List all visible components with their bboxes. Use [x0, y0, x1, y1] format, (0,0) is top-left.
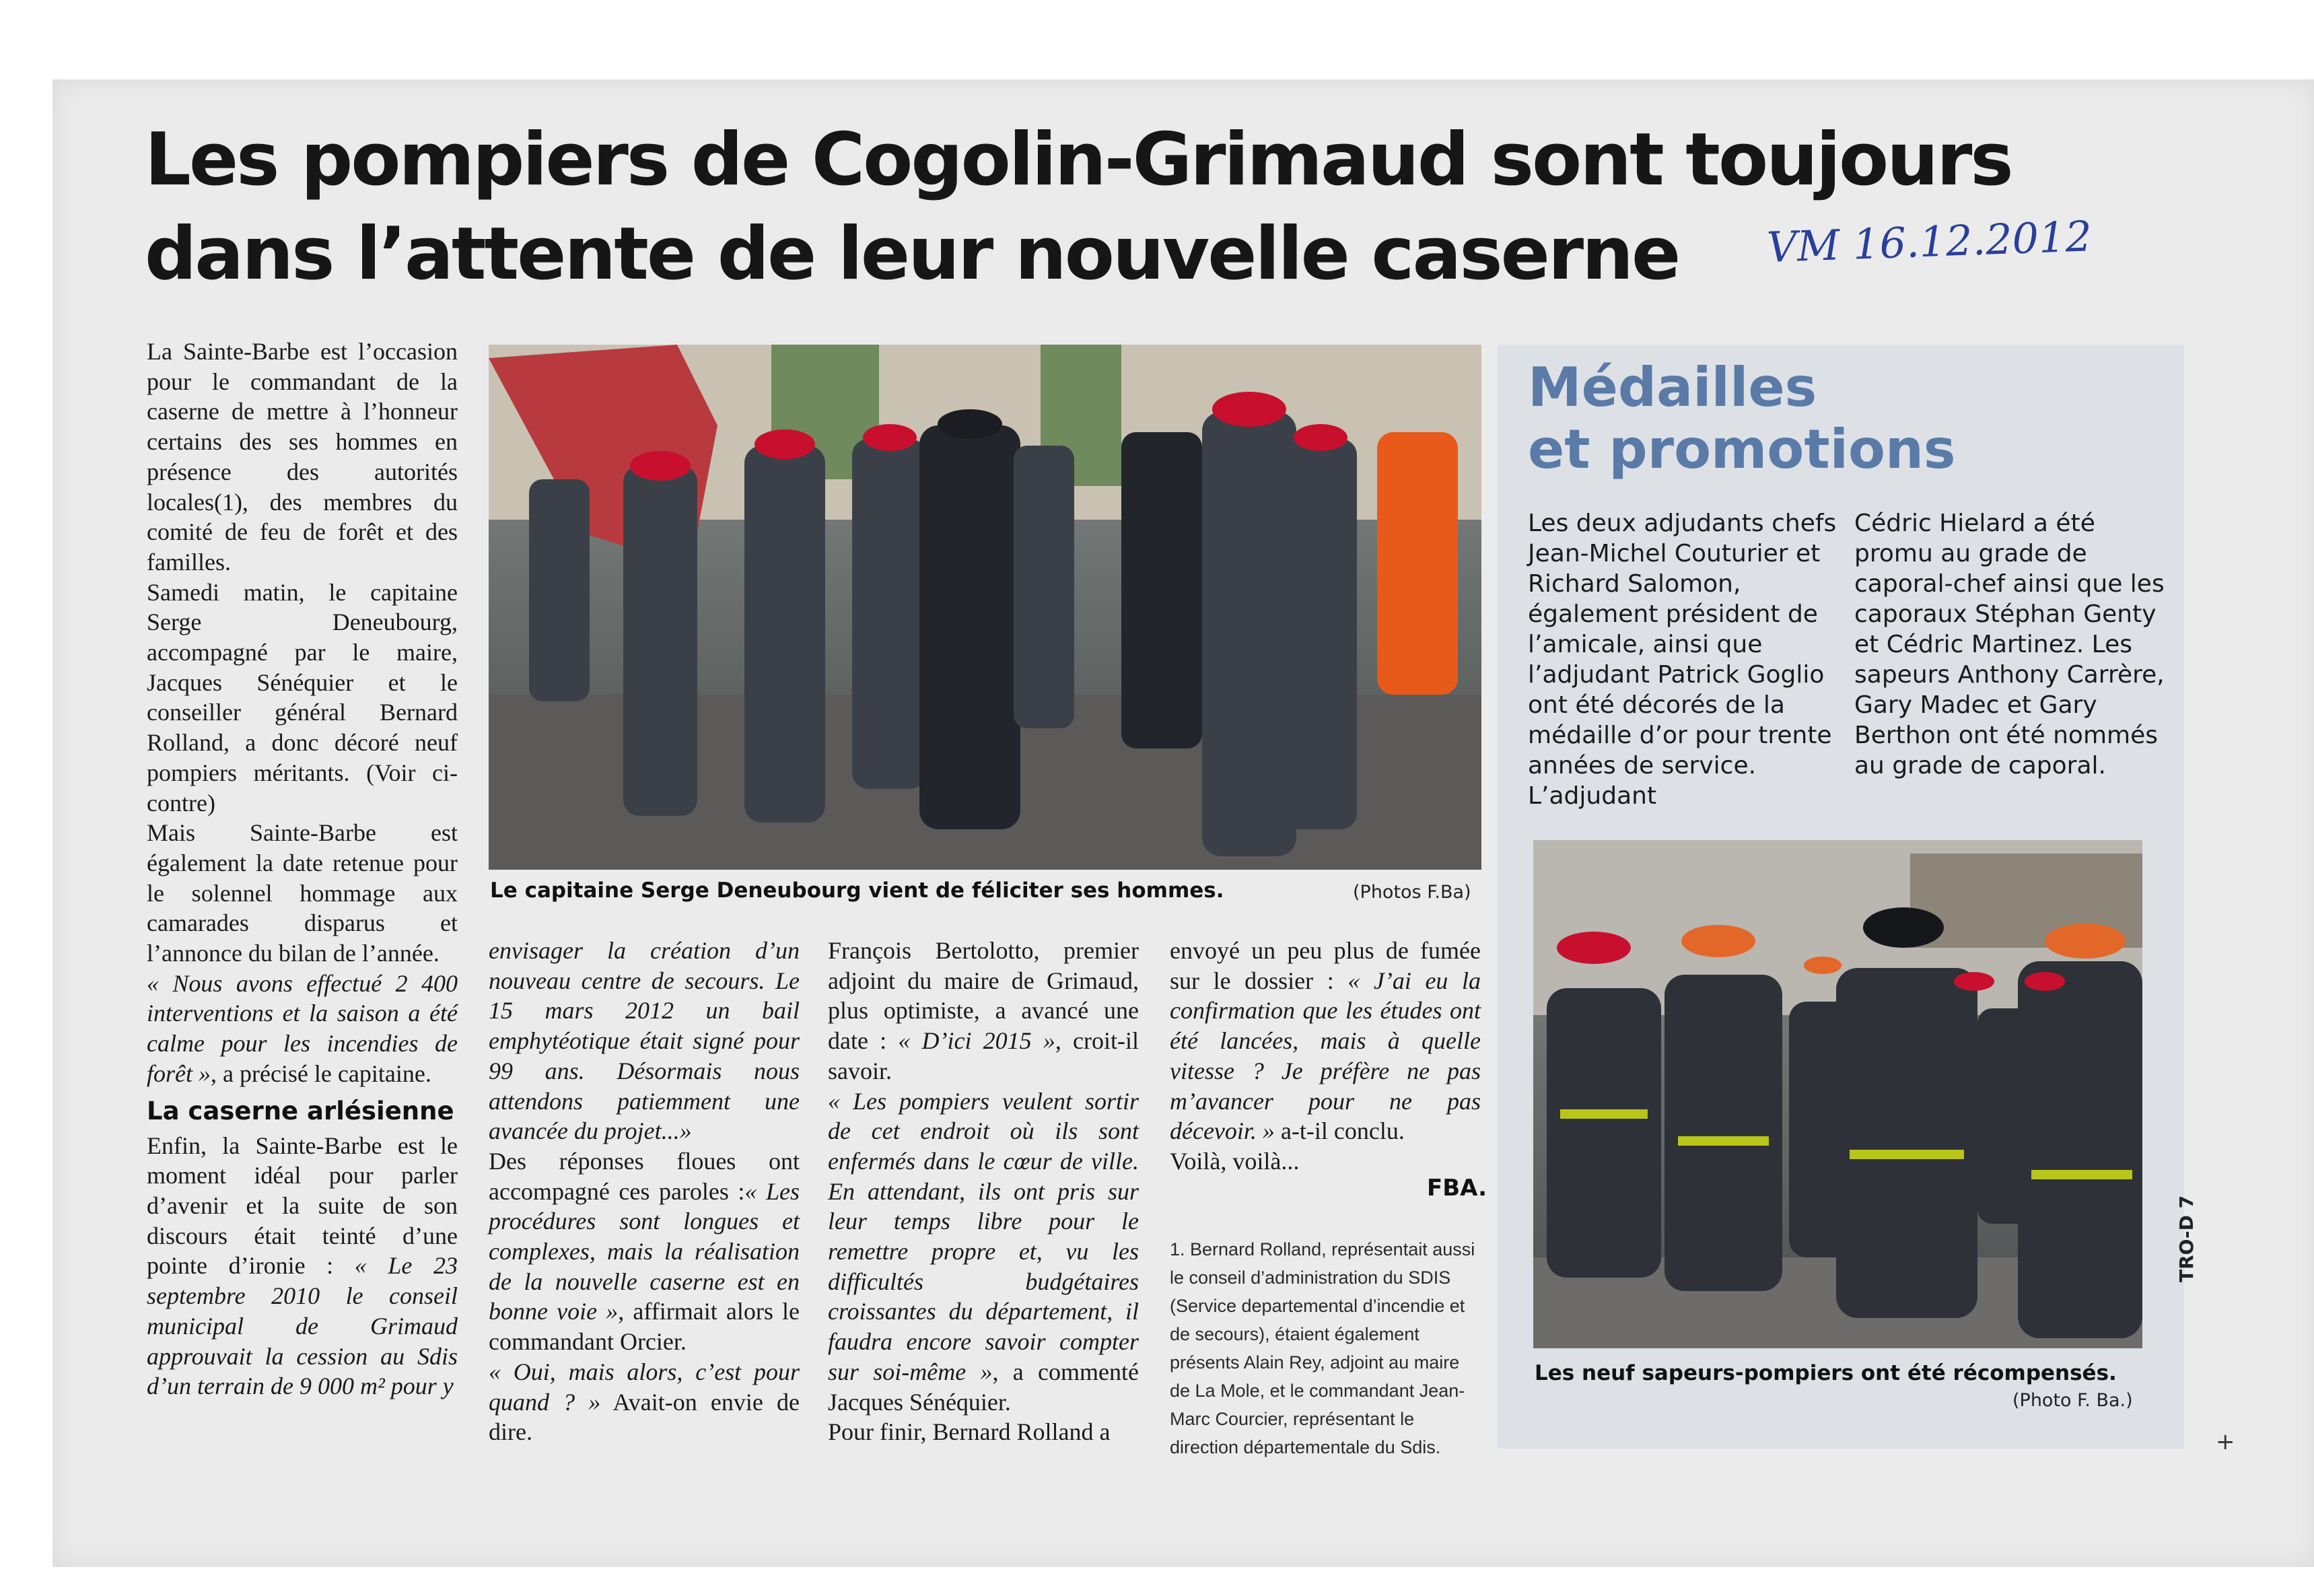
- ceremony-photo-illustration: [489, 345, 1481, 870]
- paragraph: Pour finir, Bernard Rolland a: [828, 1418, 1111, 1446]
- quote: envisager la création d’un nouveau centre de secours. Le 15 mars 2012 un bail emphytéotique était signé pour 99 ans. Désormais nous attendons patiemment une avancée du projet...»: [489, 937, 800, 1145]
- article-column-4: [1170, 936, 1481, 1177]
- article-column-3: [828, 936, 1139, 1447]
- headline-line-1: Les pompiers de Cogolin-Grimaud sont toujours: [145, 118, 2012, 202]
- paragraph: « Les pompiers veulent sortir de cet endroit où ils sont enfermés dans le cœur de ville. En attendant, ils ont pris sur leur temps libre pour le remettre propre et, vu les difficultés budgétaires croissantes du département, il faudra encore savoir compter sur soi-même », a commenté Jacques Sénéquier.: [828, 1087, 1139, 1416]
- registration-mark-icon: +: [2216, 1428, 2235, 1455]
- paragraph: Enfin, la Sainte-Barbe est le moment idéal pour parler d’avenir et la suite de son discours était teinté d’une pointe d’ironie : « Le 23 septembre 2010 le conseil municipal de Grimaud approuvait la cession au Sdis d’un terrain de 9 000 m² pour y: [147, 1132, 458, 1400]
- article-column-2: [489, 936, 800, 1447]
- sidebar-photo: [1533, 840, 2142, 1348]
- paragraph: « Oui, mais alors, c’est pour quand ? » Avait-on envie de dire.: [489, 1358, 800, 1446]
- quote: « J’ai eu la confirmation que les études ont été lancées, mais à quelle vitesse ? Je préfère ne pas m’avancer pour ne pas décevoir. »: [1170, 967, 1481, 1145]
- paragraph: Voilà, voilà...: [1170, 1147, 1300, 1175]
- main-photo-credit: (Photos F.Ba): [1353, 882, 1471, 903]
- sidebar-photo-caption: Les neuf sapeurs-pompiers ont été récompensés.: [1535, 1361, 2117, 1385]
- quote: « Les pompiers veulent sortir de cet endroit où ils sont enfermés dans le cœur de ville. En attendant, ils ont pris sur leur temps libre pour le remettre propre et, vu les difficultés budgétaires croissantes du département, il faudra encore savoir compter sur soi-même »: [828, 1087, 1139, 1385]
- paragraph: François Bertolotto, premier adjoint du maire de Grimaud, plus optimiste, a avancé une date : « D’ici 2015 », croit-il savoir.: [828, 937, 1140, 1084]
- headline-line-2: dans l’attente de leur nouvelle caserne: [145, 212, 1679, 296]
- sidebar-photo-credit: (Photo F. Ba.): [2012, 1390, 2133, 1411]
- footnote: 1. Bernard Rolland, représentait aussi le conseil d’administration du SDIS (Service departemental d’incendie et de secours), étaient également présents Alain Rey, adjoint au maire de La Mole, et le commandant Jean-Marc Courcier, représentant le direction départementale du Sdis.: [1170, 1239, 1475, 1457]
- decorated-firefighters-illustration: [1533, 840, 2142, 1348]
- main-photo-caption: Le capitaine Serge Deneubourg vient de féliciter ses hommes.: [490, 878, 1224, 903]
- quote: « Oui, mais alors, c’est pour quand ? »: [489, 1358, 800, 1416]
- author-signature: FBA.: [1427, 1175, 1487, 1202]
- paragraph: La Sainte-Barbe est l’occasion pour le commandant de la caserne de mettre à l’honneur certains des ses hommes en présence des autorités locales(1), des membres du comité de feu de forêt et des familles.: [147, 338, 458, 576]
- article-headline: [145, 113, 2063, 302]
- sidebar-text-right: Cédric Hielard a été promu au grade de caporal-chef ainsi que les caporaux Stéphan Genty et Cédric Martinez. Les sapeurs Anthony Carrère, Gary Madec et Gary Berthon ont été nommés au grade de caporal.: [1854, 510, 2165, 779]
- section-subheading: La caserne arlésienne: [147, 1096, 454, 1125]
- paragraph: Samedi matin, le capitaine Serge Deneubourg, accompagné par le maire, Jacques Sénéquier et le conseiller général Bernard Rolland, a donc décoré neuf pompiers méritants. (Voir ci-contre): [147, 578, 458, 817]
- handwritten-date-note: VM 16.12.2012: [1765, 211, 2093, 273]
- paragraph: Des réponses floues ont accompagné ces paroles :« Les procédures sont longues et complexes, mais la réalisation de la nouvelle caserne est en bonne voie », affirmait alors le commandant Orcier.: [489, 1147, 800, 1356]
- main-photo: [489, 345, 1481, 870]
- article-column-1: [147, 337, 458, 1401]
- paragraph: Mais Sainte-Barbe est également la date retenue pour le solennel hommage aux camarades disparus et l’annonce du bilan de l’année.: [147, 819, 458, 967]
- quote: « Nous avons effectué 2 400 interventions et la saison a été calme pour les incendies de forêt »: [147, 969, 458, 1087]
- paragraph: « Nous avons effectué 2 400 interventions et la saison a été calme pour les incendies de forêt », a précisé le capitaine.: [147, 969, 458, 1087]
- paragraph: envoyé un peu plus de fumée sur le dossier : « J’ai eu la confirmation que les études ont été lancées, mais à quelle vitesse ? Je préfère ne pas m’avancer pour ne pas décevoir. » a-t-il conclu.: [1170, 937, 1481, 1145]
- quote: « Le 23 septembre 2010 le conseil municipal de Grimaud approuvait la cession au Sdis d’un terrain de 9 000 m² pour y: [147, 1252, 458, 1400]
- sidebar-title: Médailles et promotions: [1528, 356, 1956, 481]
- quote: « Les procédures sont longues et complexes, mais la réalisation de la nouvelle caserne est en bonne voie »: [489, 1177, 800, 1325]
- quote: « D’ici 2015 »: [898, 1027, 1055, 1055]
- page-code: TRO-D 7: [2175, 1195, 2198, 1282]
- sidebar-text-left: Les deux adjudants chefs Jean-Michel Couturier et Richard Salomon, également président de l’amicale, ainsi que l’adjudant Patrick Goglio ont été décorés de la médaille d’or pour trente années de service. L’adjudant: [1528, 510, 1837, 810]
